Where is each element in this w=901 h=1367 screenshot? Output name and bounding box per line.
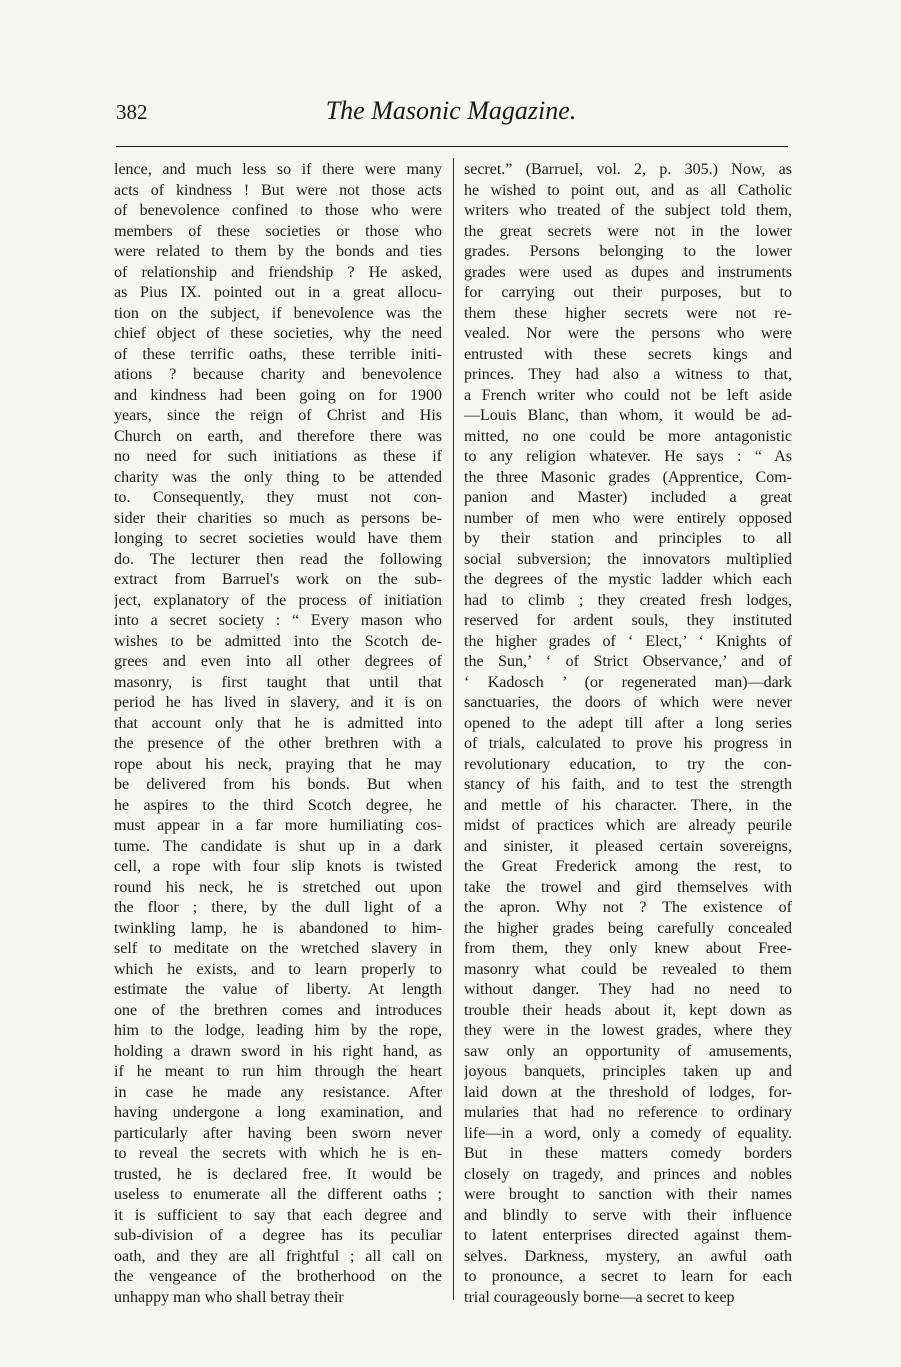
text-line: a French writer who could not be left aside — [464, 386, 792, 404]
text-line: to pronounce, a secret to learn for each — [464, 1268, 792, 1285]
text-line: cell, a rope with four slip knots is twisted — [114, 858, 442, 875]
text-line: the apron. Why not ? The existence of — [464, 899, 792, 916]
text-line: panion and Master) included a great — [464, 489, 792, 506]
text-line: mitted, no one could be more antagonistic — [464, 427, 792, 445]
text-line: and mettle of his character. There, in the — [464, 796, 792, 814]
text-line: which he exists, and to learn properly to — [114, 960, 442, 978]
text-line: trouble their heads about it, kept down as — [464, 1001, 792, 1019]
left-column — [114, 160, 442, 1308]
text-line: estimate the value of liberty. At length — [114, 981, 442, 998]
text-line: midst of practices which are already peurile — [464, 817, 792, 834]
text-line: laid down at the threshold of lodges, for- — [464, 1083, 792, 1101]
text-line: life—in a word, only a comedy of equality. — [464, 1124, 792, 1142]
text-line: that account only that he is admitted into — [114, 714, 442, 732]
text-line: had to climb ; they created fresh lodges, — [464, 591, 792, 609]
text-line: for carrying out their purposes, but to — [464, 284, 792, 301]
text-line: by their station and principles to all — [464, 530, 792, 547]
text-line: But in these matters comedy borders — [464, 1145, 792, 1162]
text-line: of relationship and friendship ? He asked, — [114, 263, 442, 281]
text-line: revolutionary education, to try the con- — [464, 755, 792, 773]
text-line: to any religion whatever. He says : “ As — [464, 448, 792, 465]
text-line: charity was the only thing to be attended — [114, 468, 442, 486]
text-line: number of men who were entirely opposed — [464, 509, 792, 527]
page-header — [116, 96, 786, 136]
page-number: 382 — [116, 100, 148, 124]
text-line: grees and even into all other degrees of — [114, 653, 442, 670]
text-line: longing to secret societies would have them — [114, 530, 442, 547]
text-line: sub-division of a degree has its peculiar — [114, 1227, 442, 1244]
text-line: reserved for ardent souls, they instituted — [464, 612, 792, 629]
text-line: closely on tragedy, and princes and nobles — [464, 1165, 792, 1183]
text-line: ‘ Kadosch ’ (or regenerated man)—dark — [464, 673, 792, 691]
text-line: as Pius IX. pointed out in a great allocu- — [114, 284, 442, 301]
text-line: joyous banquets, principles taken up and — [464, 1063, 792, 1080]
right-column — [464, 160, 792, 1308]
text-line: and kindness had been going on for 1900 — [114, 386, 442, 404]
text-line: round his neck, he is stretched out upon — [114, 878, 442, 896]
text-line: were related to them by the bonds and ties — [114, 243, 442, 260]
text-line: the great secrets were not in the lower — [464, 222, 792, 240]
text-line: vealed. Nor were the persons who were — [464, 325, 792, 342]
text-line: were brought to sanction with their names — [464, 1186, 792, 1203]
text-line: useless to enumerate all the different oaths ; — [114, 1186, 442, 1203]
text-line: to. Consequently, they must not con- — [114, 489, 442, 506]
text-line: writers who treated of the subject told them, — [464, 202, 792, 219]
text-line: lence, and much less so if there were many — [114, 161, 442, 178]
text-line: and blindly to serve with their influence — [464, 1206, 792, 1224]
text-line: masonry, is first taught that until that — [114, 673, 442, 691]
text-line: if he meant to run him through the heart — [114, 1063, 442, 1080]
text-line: they were in the lowest grades, where they — [464, 1022, 792, 1039]
text-line: of benevolence confined to those who were — [114, 202, 442, 219]
text-line: of these terrific oaths, these terrible initi- — [114, 345, 442, 363]
text-line: the presence of the other brethren with a — [114, 735, 442, 752]
text-line: do. The lecturer then read the following — [114, 550, 442, 568]
text-line: Church on earth, and therefore there was — [114, 427, 442, 445]
text-line: particularly after having been sworn never — [114, 1124, 442, 1142]
text-line: unhappy man who shall betray their — [114, 1288, 344, 1306]
text-line: acts of kindness ! But were not those acts — [114, 181, 442, 199]
text-line: selves. Darkness, mystery, an awful oath — [464, 1247, 792, 1265]
text-line: the Great Frederick among the rest, to — [464, 858, 792, 875]
text-line: without danger. They had no need to — [464, 981, 792, 998]
text-line: trusted, he is declared free. It would be — [114, 1165, 442, 1183]
text-line: masonry what could be revealed to them — [464, 960, 792, 978]
text-line: the vengeance of the brotherhood on the — [114, 1268, 442, 1285]
text-line: extract from Barruel's work on the sub- — [114, 571, 442, 588]
text-line: saw only an opportunity of amusements, — [464, 1042, 792, 1060]
text-line: chief object of these societies, why the need — [114, 325, 442, 342]
text-line: the higher grades of ‘ Elect,’ ‘ Knights of — [464, 632, 792, 650]
text-line: one of the brethren comes and introduces — [114, 1001, 442, 1019]
text-line: period he has lived in slavery, and it is on — [114, 694, 442, 711]
text-line: holding a drawn sword in his right hand, as — [114, 1042, 442, 1060]
text-line: he aspires to the third Scotch degree, he — [114, 796, 442, 814]
text-line: him to the lodge, leading him by the rope, — [114, 1022, 442, 1039]
text-line: sanctuaries, the doors of which were never — [464, 694, 792, 711]
text-line: tume. The candidate is shut up in a dark — [114, 837, 442, 855]
text-line: secret.” (Barruel, vol. 2, p. 305.) Now, as — [464, 161, 792, 178]
text-line: the Sun,’ ‘ of Strict Observance,’ and of — [464, 653, 792, 670]
text-line: wishes to be admitted into the Scotch de- — [114, 632, 442, 650]
text-line: it is sufficient to say that each degree and — [114, 1206, 442, 1224]
text-line: the floor ; there, by the dull light of a — [114, 899, 442, 916]
header-rule — [116, 146, 788, 147]
text-line: ations ? because charity and benevolence — [114, 366, 442, 383]
text-line: ject, explanatory of the process of initiation — [114, 591, 442, 609]
text-line: of trials, calculated to prove his progress in — [464, 735, 792, 752]
text-line: be delivered from his bonds. But when — [114, 776, 442, 793]
text-line: grades. Persons belonging to the lower — [464, 243, 792, 260]
text-line: oath, and they are all frightful ; all call on — [114, 1247, 442, 1265]
text-line: into a secret society : “ Every mason who — [114, 612, 442, 629]
text-line: in case he made any resistance. After — [114, 1083, 442, 1101]
text-line: —Louis Blanc, than whom, it would be ad- — [464, 407, 792, 424]
text-line: social subversion; the innovators multiplied — [464, 550, 792, 568]
text-line: tion on the subject, if benevolence was the — [114, 304, 442, 322]
text-line: and sinister, it pleased certain sovereigns, — [464, 837, 792, 855]
text-line: trial courageously borne—a secret to keep — [464, 1288, 735, 1306]
text-line: princes. They had also a witness to that, — [464, 366, 792, 383]
text-line: from them, they only knew about Free- — [464, 940, 792, 957]
text-line: grades were used as dupes and instruments — [464, 263, 792, 281]
text-line: entrusted with these secrets kings and — [464, 345, 792, 363]
text-line: the three Masonic grades (Apprentice, Com- — [464, 468, 792, 486]
text-line: twinkling lamp, he is abandoned to him- — [114, 919, 442, 937]
text-line: members of these societies or those who — [114, 222, 442, 240]
text-line: sider their charities so much as persons be- — [114, 509, 442, 527]
text-line: stancy of his faith, and to test the strength — [464, 776, 792, 793]
text-line: them these higher secrets were not re- — [464, 304, 792, 322]
column-divider — [453, 158, 454, 1300]
text-line: he wished to point out, and as all Catholic — [464, 181, 792, 199]
text-line: rope about his neck, praying that he may — [114, 755, 442, 773]
text-line: no need for such initiations as these if — [114, 448, 442, 465]
text-line: to latent enterprises directed against them- — [464, 1227, 792, 1244]
text-line: opened to the adept till after a long series — [464, 714, 792, 732]
running-title: The Masonic Magazine. — [325, 96, 577, 125]
text-line: must appear in a far more humiliating cos- — [114, 817, 442, 834]
text-line: years, since the reign of Christ and His — [114, 407, 442, 424]
text-line: self to meditate on the wretched slavery in — [114, 940, 442, 957]
text-line: the degrees of the mystic ladder which each — [464, 571, 792, 588]
text-line: mularies that had no reference to ordinary — [464, 1104, 792, 1121]
text-line: having undergone a long examination, and — [114, 1104, 442, 1121]
text-line: the higher grades being carefully concealed — [464, 919, 792, 937]
text-line: take the trowel and gird themselves with — [464, 878, 792, 896]
text-line: to reveal the secrets with which he is en- — [114, 1145, 442, 1162]
